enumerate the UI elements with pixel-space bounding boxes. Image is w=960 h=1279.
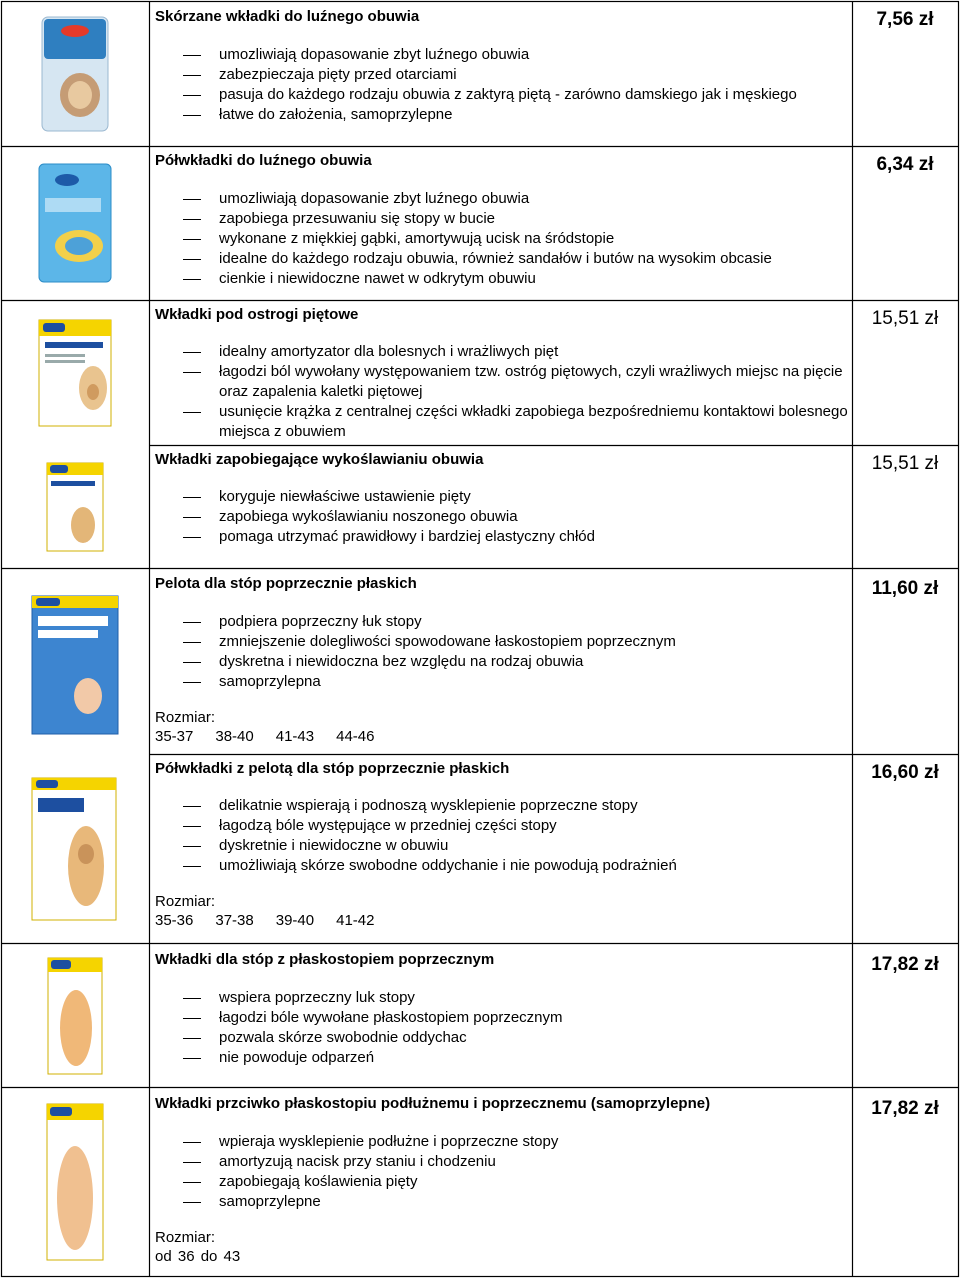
product-title: Wkładki zapobiegające wykoślawianiu obuwia bbox=[155, 451, 484, 468]
size-value: 41-43 bbox=[275, 728, 315, 745]
feature-item: idealne do każdego rodzaju obuwia, również sandałów i butów na wysokim obcasie bbox=[155, 249, 855, 269]
insole-package-icon bbox=[40, 15, 110, 133]
feature-item: podpiera poprzeczny łuk stopy bbox=[155, 612, 855, 632]
feature-item: pomaga utrzymać prawidłowy i bardziej elastyczny chłód bbox=[155, 527, 855, 547]
product-price: 15,51 zł bbox=[871, 453, 939, 474]
product-price: 6,34 zł bbox=[876, 154, 934, 175]
product-description bbox=[155, 1095, 855, 1266]
size-list bbox=[155, 911, 855, 930]
size-value: 41-42 bbox=[336, 912, 375, 929]
feature-item: wykonane z miękkiej gąbki, amortywują ucisk na śródstopie bbox=[155, 229, 855, 249]
feature-item: dyskretna i niewidoczna bez względu na rodzaj obuwia bbox=[155, 652, 855, 672]
feature-item: umozliwiają dopasowanie zbyt luźnego obuwia bbox=[155, 189, 855, 209]
product-image-heel-liners bbox=[2, 6, 148, 142]
product-title: Wkładki dla stóp z płaskostopiem poprzecznym bbox=[155, 951, 495, 968]
feature-item: wpieraja wysklepienie podłużne i poprzeczne stopy bbox=[155, 1132, 855, 1152]
feature-item: umozliwiają dopasowanie zbyt luźnego obuwia bbox=[155, 45, 855, 65]
feature-item: łatwe do założenia, samoprzylepne bbox=[155, 105, 855, 125]
product-title: Pelota dla stóp poprzecznie płaskich bbox=[155, 575, 417, 592]
product-title: Wkładki przciwko płaskostopiu podłużnemu i poprzecznemu (samoprzylepne) bbox=[155, 1095, 711, 1112]
feature-item: łagodzą bóle występujące w przedniej części stopy bbox=[155, 816, 855, 836]
insole-package-icon bbox=[45, 1102, 105, 1262]
feature-item: idealny amortyzator dla bolesnych i wrażliwych pięt bbox=[155, 342, 855, 362]
size-list bbox=[155, 1247, 855, 1266]
product-description bbox=[155, 575, 855, 746]
feature-item: dyskretnie i niewidoczne w obuwiu bbox=[155, 836, 855, 856]
insole-package-icon bbox=[37, 318, 113, 428]
product-price: 15,51 zł bbox=[871, 308, 939, 329]
product-price: 17,82 zł bbox=[871, 954, 939, 975]
size-value: 37-38 bbox=[215, 912, 254, 929]
size-label: Rozmiar: bbox=[155, 1229, 216, 1246]
feature-item: delikatnie wspierają i podnoszą wysklepienie poprzeczne stopy bbox=[155, 796, 855, 816]
size-value: 39-40 bbox=[275, 912, 315, 929]
feature-item: nie powoduje odparzeń bbox=[155, 1048, 855, 1068]
size-value: 35-36 bbox=[155, 912, 194, 929]
product-image-geradetreter bbox=[2, 449, 148, 565]
feature-item: amortyzują nacisk przy staniu i chodzeniu bbox=[155, 1152, 855, 1172]
insole-package-icon bbox=[46, 956, 104, 1076]
size-value: od 36 do 43 bbox=[155, 1248, 241, 1265]
product-image-half-insoles bbox=[2, 150, 148, 296]
product-title: Wkładki pod ostrogi piętowe bbox=[155, 306, 359, 323]
feature-item: pasuja do każdego rodzaju obuwia z zaktyrą piętą - zarówno damskiego jak i męskiego bbox=[155, 85, 855, 105]
feature-item: cienkie i niewidoczne nawet w odkrytym obuwiu bbox=[155, 269, 855, 289]
product-title: Półwkładki do luźnego obuwia bbox=[155, 152, 372, 169]
product-image-sportsohle bbox=[2, 947, 148, 1084]
feature-item: umożliwiają skórze swobodne oddychanie i nie powodują podrażnień bbox=[155, 856, 855, 876]
product-description bbox=[155, 306, 855, 442]
product-images-pelotte bbox=[2, 572, 148, 940]
size-value: 35-37 bbox=[155, 728, 194, 745]
feature-item: usunięcie krążka z centralnej części wkładki zapobiega bezpośredniemu kontaktowi bolesnego miejsca z obuwiem bbox=[155, 402, 855, 442]
product-image-sportsohle-2 bbox=[2, 1091, 148, 1273]
product-image-heel-spur bbox=[2, 304, 148, 442]
product-title: Półwkładki z pelotą dla stóp poprzecznie płaskich bbox=[155, 760, 510, 777]
product-price: 17,82 zł bbox=[871, 1098, 939, 1119]
feature-item: zapobiega przesuwaniu się stopy w bucie bbox=[155, 209, 855, 229]
product-description bbox=[155, 451, 855, 547]
feature-item: wspiera poprzeczny luk stopy bbox=[155, 988, 855, 1008]
product-title: Skórzane wkładki do luźnego obuwia bbox=[155, 8, 420, 25]
feature-item: pozwala skórze swobodnie oddychac bbox=[155, 1028, 855, 1048]
insole-package-icon bbox=[37, 162, 113, 284]
product-price: 7,56 zł bbox=[876, 9, 934, 30]
product-description bbox=[155, 760, 855, 930]
size-value: 44-46 bbox=[336, 728, 375, 745]
feature-item: łagodzi bóle wywołane płaskostopiem poprzecznym bbox=[155, 1008, 855, 1028]
feature-item: koryguje niewłaściwe ustawienie pięty bbox=[155, 487, 855, 507]
product-description bbox=[155, 152, 855, 289]
feature-item: zmniejszenie dolegliwości spowodowane łaskostopiem poprzecznym bbox=[155, 632, 855, 652]
feature-item: samoprzylepne bbox=[155, 1192, 855, 1212]
feature-item: zapobiega wykoślawianiu noszonego obuwia bbox=[155, 507, 855, 527]
feature-item: łagodzi ból wywołany występowaniem tzw. ostróg piętowych, czyli wrażliwych miejsc na pięcie oraz zapalenia kaletki piętowej bbox=[155, 362, 855, 402]
feature-item: zapobiegają koślawienia pięty bbox=[155, 1172, 855, 1192]
insole-package-icon bbox=[22, 586, 128, 926]
size-list bbox=[155, 727, 855, 746]
insole-package-icon bbox=[45, 461, 105, 553]
feature-item: zabezpieczaja pięty przed otarciami bbox=[155, 65, 855, 85]
size-label: Rozmiar: bbox=[155, 709, 216, 726]
product-description bbox=[155, 8, 855, 125]
feature-item: samoprzylepna bbox=[155, 672, 855, 692]
size-value: 38-40 bbox=[215, 728, 254, 745]
product-price: 16,60 zł bbox=[871, 762, 939, 783]
size-label: Rozmiar: bbox=[155, 893, 216, 910]
product-description bbox=[155, 951, 855, 1068]
product-price: 11,60 zł bbox=[871, 578, 939, 599]
